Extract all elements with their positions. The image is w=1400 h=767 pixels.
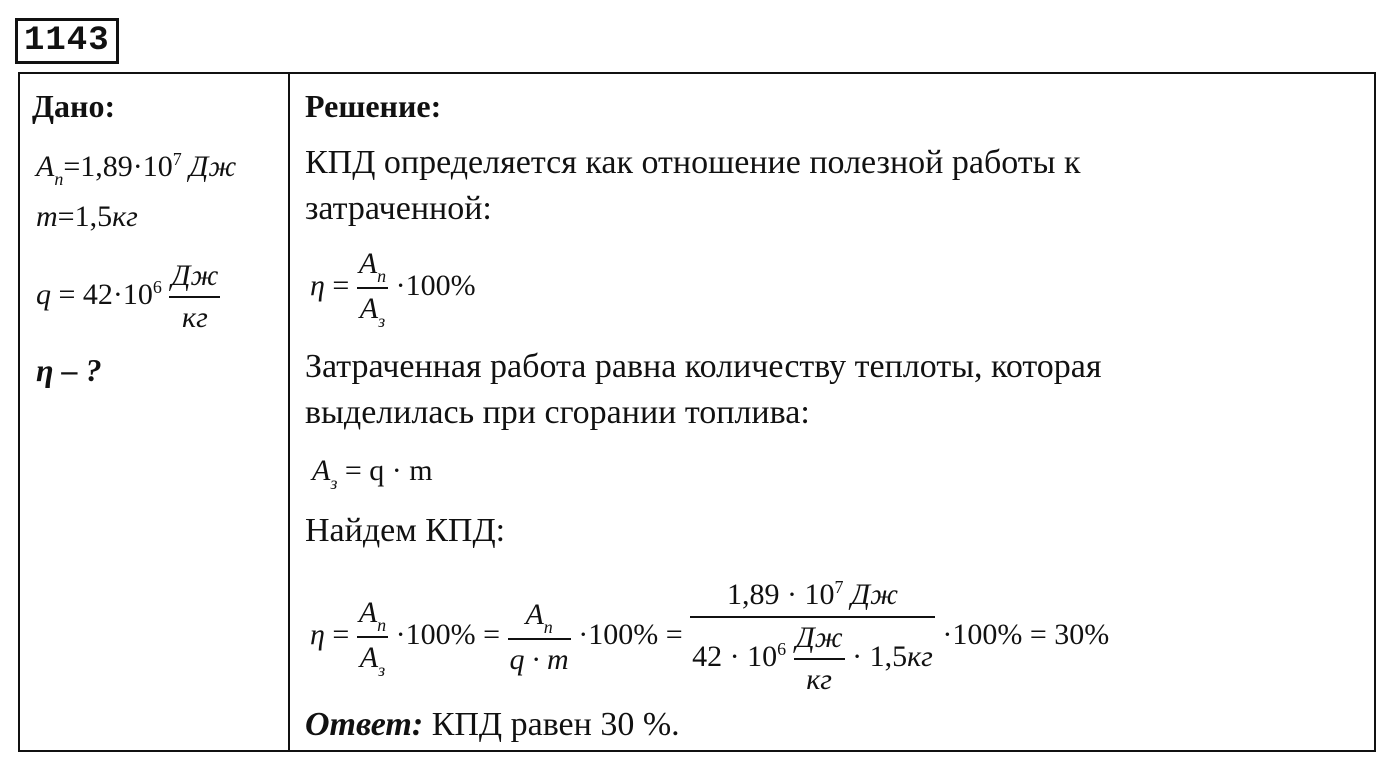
answer-text: КПД равен 30 %. [423,706,680,743]
efficiency-formula: η = $\frac{A_п}{A_з}$ ·100% [310,244,476,332]
given-mass: m=1,5кг [36,200,138,233]
given-work: $A_п=1,89\cdot 10^7$ Дж [36,149,237,189]
text-line: Найдем КПД: [305,512,506,549]
work-formula: $A_з = q \cdot m$ [312,454,433,493]
text-line: выделилась при сгорании топлива: [305,394,810,431]
calculation-formula: η = $\frac{A_п}{A_з}$ ·100% = $\frac{A_п}{q \cdot m}$ ·100% = $1,89 \cdot 10^7$ Дж $42 \cdot 10^6$ $\frac{Дж}{кг}$ · 1,5кг ·100% = 30% [310,574,1109,700]
answer-line [305,706,680,744]
problem-number: 1143 [15,18,119,64]
given-find: η – ? [36,352,102,388]
text-line: затраченной: [305,190,492,227]
solution-header: Решение: [305,88,442,124]
text-line: КПД определяется как отношение полезной работы к [305,144,1081,181]
text-line: Затраченная работа равна количеству теплоты, которая [305,348,1102,385]
column-divider [288,74,290,750]
given-header: Дано: [32,88,116,124]
answer-label: Ответ: [305,706,424,743]
given-heat-of-combustion: $q = 42\cdot 10^6$ $\frac{Дж}{кг}$ [36,256,220,338]
solution-table [18,72,1376,752]
